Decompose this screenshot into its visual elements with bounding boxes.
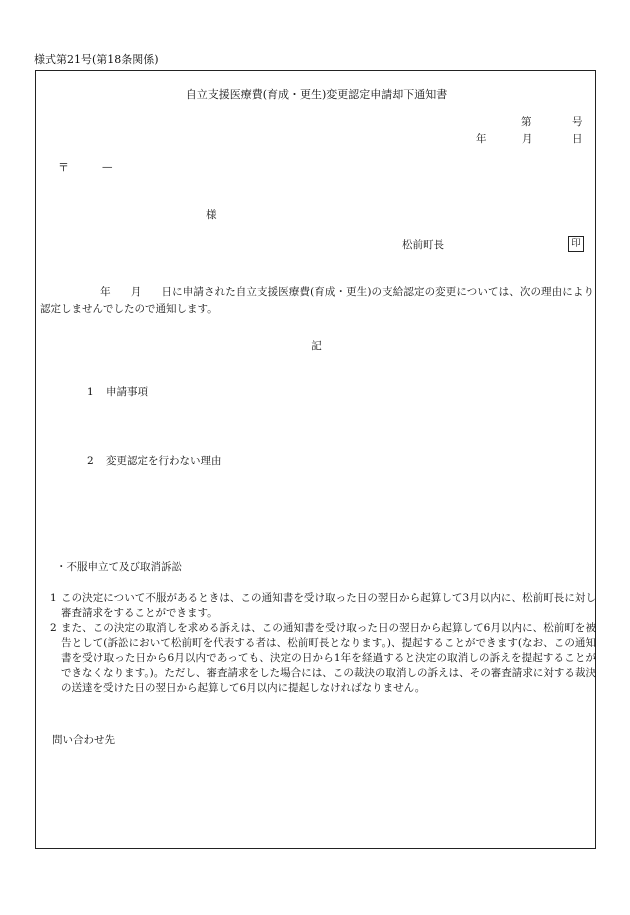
date-year-label: 年 <box>476 133 487 145</box>
appeal-heading: ・不服申立て及び取消訴訟 <box>56 561 182 573</box>
appeal-paragraph <box>50 591 596 621</box>
item-label-reason: 変更認定を行わない理由 <box>106 455 222 467</box>
ki-heading: 記 <box>311 340 322 352</box>
document-number-prefix: 第 <box>521 116 532 128</box>
postal-code-dash: — <box>102 161 113 173</box>
intro-month: 月 <box>130 286 142 298</box>
document-title: 自立支援医療費(育成・更生)変更認定申請却下通知書 <box>185 88 448 101</box>
document-number-suffix: 号 <box>572 116 583 128</box>
appeal-paragraph-text: この決定について不服があるときは、この通知書を受け取った日の翌日から起算して3月以内に、松前町長に対し審査請求をすることができます。 <box>61 592 596 619</box>
date-day-label: 日 <box>572 133 583 145</box>
item-number: 1 <box>87 386 94 398</box>
contact-label: 問い合わせ先 <box>52 734 115 746</box>
addressee-suffix: 様 <box>206 209 217 221</box>
intro-paragraph <box>40 284 594 318</box>
seal-mark: 印 <box>568 236 584 252</box>
item-label-application: 申請事項 <box>106 386 148 398</box>
form-number-label: 様式第21号(第18条関係) <box>34 53 159 66</box>
issuer-name: 松前町長 <box>402 239 444 251</box>
appeal-paragraph-text: また、この決定の取消しを求める訴えは、この通知書を受け取った日の翌日から起算して6月以内に、松前町を被告として(訴訟において松前町を代表する者は、松前町長となります。)、提起することができます(なお、この通知書を受け取った日から6月以内であっても、決定の日から1年を経過すると決定の取消しの訴えを提起することができなくなります。)。ただし、審査請求をした場合には、この裁決の取消しの訴えは、その審査請求に対する裁決の送達を受けた日の翌日から起算して6月以内に提起しなければなりません。 <box>61 622 596 694</box>
item-number: 2 <box>87 455 94 467</box>
notice-form <box>35 70 596 849</box>
appeal-notes <box>50 591 596 696</box>
appeal-paragraph-number: 2 <box>50 622 57 634</box>
postal-mark: 〒 <box>58 161 69 174</box>
appeal-paragraph-number: 1 <box>50 592 57 604</box>
date-month-label: 月 <box>522 133 533 145</box>
appeal-paragraph <box>50 621 596 696</box>
intro-text: 日に申請された自立支援医療費(育成・更生)の支給認定の変更については、次の理由により認定しませんでしたので通知します。 <box>40 286 594 315</box>
intro-year: 年 <box>100 286 111 298</box>
